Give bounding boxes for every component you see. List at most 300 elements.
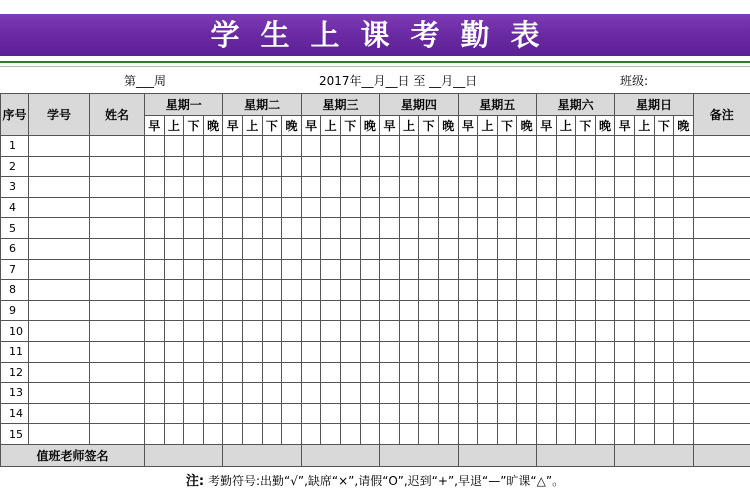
attendance-cell[interactable]	[321, 218, 341, 239]
attendance-cell[interactable]	[595, 238, 615, 259]
remark-cell[interactable]	[693, 403, 750, 424]
attendance-cell[interactable]	[458, 156, 478, 177]
attendance-cell[interactable]	[301, 197, 321, 218]
attendance-cell[interactable]	[654, 156, 674, 177]
attendance-cell[interactable]	[634, 280, 654, 301]
attendance-cell[interactable]	[654, 403, 674, 424]
attendance-cell[interactable]	[262, 362, 282, 383]
attendance-cell[interactable]	[478, 321, 498, 342]
attendance-cell[interactable]	[164, 156, 184, 177]
attendance-cell[interactable]	[674, 280, 694, 301]
attendance-cell[interactable]	[536, 321, 556, 342]
attendance-cell[interactable]	[145, 300, 165, 321]
attendance-cell[interactable]	[340, 300, 360, 321]
remark-cell[interactable]	[693, 218, 750, 239]
remark-cell[interactable]	[693, 424, 750, 445]
attendance-cell[interactable]	[419, 383, 439, 404]
attendance-cell[interactable]	[321, 238, 341, 259]
attendance-cell[interactable]	[321, 321, 341, 342]
attendance-cell[interactable]	[517, 424, 537, 445]
attendance-cell[interactable]	[380, 136, 400, 157]
attendance-cell[interactable]	[145, 156, 165, 177]
attendance-cell[interactable]	[536, 280, 556, 301]
attendance-cell[interactable]	[203, 156, 223, 177]
attendance-cell[interactable]	[556, 403, 576, 424]
attendance-cell[interactable]	[536, 403, 556, 424]
student-id-cell[interactable]	[29, 238, 90, 259]
attendance-cell[interactable]	[282, 362, 302, 383]
attendance-cell[interactable]	[380, 177, 400, 198]
attendance-cell[interactable]	[262, 280, 282, 301]
remark-cell[interactable]	[693, 197, 750, 218]
attendance-cell[interactable]	[517, 403, 537, 424]
attendance-cell[interactable]	[340, 341, 360, 362]
attendance-cell[interactable]	[595, 362, 615, 383]
attendance-cell[interactable]	[340, 238, 360, 259]
attendance-cell[interactable]	[203, 300, 223, 321]
student-id-cell[interactable]	[29, 218, 90, 239]
attendance-cell[interactable]	[203, 424, 223, 445]
attendance-cell[interactable]	[262, 341, 282, 362]
attendance-cell[interactable]	[654, 197, 674, 218]
attendance-cell[interactable]	[674, 362, 694, 383]
attendance-cell[interactable]	[164, 280, 184, 301]
attendance-cell[interactable]	[536, 156, 556, 177]
attendance-cell[interactable]	[399, 259, 419, 280]
attendance-cell[interactable]	[203, 177, 223, 198]
attendance-cell[interactable]	[478, 300, 498, 321]
attendance-cell[interactable]	[242, 321, 262, 342]
attendance-cell[interactable]	[145, 238, 165, 259]
attendance-cell[interactable]	[615, 300, 635, 321]
attendance-cell[interactable]	[223, 177, 243, 198]
attendance-cell[interactable]	[282, 136, 302, 157]
attendance-cell[interactable]	[242, 341, 262, 362]
attendance-cell[interactable]	[223, 156, 243, 177]
attendance-cell[interactable]	[556, 156, 576, 177]
attendance-cell[interactable]	[478, 177, 498, 198]
attendance-cell[interactable]	[184, 177, 204, 198]
attendance-cell[interactable]	[497, 156, 517, 177]
student-name-cell[interactable]	[90, 424, 145, 445]
attendance-cell[interactable]	[203, 259, 223, 280]
attendance-cell[interactable]	[458, 362, 478, 383]
attendance-cell[interactable]	[654, 300, 674, 321]
attendance-cell[interactable]	[634, 424, 654, 445]
attendance-cell[interactable]	[458, 321, 478, 342]
attendance-cell[interactable]	[576, 424, 596, 445]
attendance-cell[interactable]	[458, 300, 478, 321]
attendance-cell[interactable]	[399, 300, 419, 321]
attendance-cell[interactable]	[458, 259, 478, 280]
attendance-cell[interactable]	[242, 300, 262, 321]
attendance-cell[interactable]	[634, 403, 654, 424]
attendance-cell[interactable]	[497, 218, 517, 239]
attendance-cell[interactable]	[380, 218, 400, 239]
attendance-cell[interactable]	[615, 341, 635, 362]
attendance-cell[interactable]	[438, 238, 458, 259]
attendance-cell[interactable]	[556, 238, 576, 259]
attendance-cell[interactable]	[536, 197, 556, 218]
sign-remark-cell[interactable]	[693, 444, 750, 466]
student-name-cell[interactable]	[90, 197, 145, 218]
attendance-cell[interactable]	[282, 177, 302, 198]
attendance-cell[interactable]	[340, 280, 360, 301]
attendance-cell[interactable]	[164, 136, 184, 157]
attendance-cell[interactable]	[203, 403, 223, 424]
attendance-cell[interactable]	[360, 424, 380, 445]
sign-day-cell[interactable]	[301, 444, 379, 466]
attendance-cell[interactable]	[145, 321, 165, 342]
attendance-cell[interactable]	[223, 197, 243, 218]
attendance-cell[interactable]	[360, 403, 380, 424]
attendance-cell[interactable]	[497, 321, 517, 342]
sign-day-cell[interactable]	[223, 444, 301, 466]
attendance-cell[interactable]	[184, 280, 204, 301]
attendance-cell[interactable]	[340, 362, 360, 383]
attendance-cell[interactable]	[536, 259, 556, 280]
attendance-cell[interactable]	[576, 218, 596, 239]
attendance-cell[interactable]	[223, 259, 243, 280]
student-name-cell[interactable]	[90, 259, 145, 280]
attendance-cell[interactable]	[262, 383, 282, 404]
attendance-cell[interactable]	[458, 238, 478, 259]
attendance-cell[interactable]	[634, 383, 654, 404]
attendance-cell[interactable]	[478, 156, 498, 177]
attendance-cell[interactable]	[301, 136, 321, 157]
attendance-cell[interactable]	[458, 177, 478, 198]
attendance-cell[interactable]	[301, 156, 321, 177]
attendance-cell[interactable]	[497, 238, 517, 259]
attendance-cell[interactable]	[380, 238, 400, 259]
attendance-cell[interactable]	[340, 136, 360, 157]
student-id-cell[interactable]	[29, 259, 90, 280]
remark-cell[interactable]	[693, 321, 750, 342]
attendance-cell[interactable]	[478, 383, 498, 404]
attendance-cell[interactable]	[556, 383, 576, 404]
attendance-cell[interactable]	[340, 403, 360, 424]
student-name-cell[interactable]	[90, 403, 145, 424]
attendance-cell[interactable]	[654, 362, 674, 383]
attendance-cell[interactable]	[458, 136, 478, 157]
attendance-cell[interactable]	[262, 177, 282, 198]
attendance-cell[interactable]	[164, 177, 184, 198]
attendance-cell[interactable]	[576, 383, 596, 404]
attendance-cell[interactable]	[438, 383, 458, 404]
attendance-cell[interactable]	[282, 197, 302, 218]
attendance-cell[interactable]	[184, 136, 204, 157]
attendance-cell[interactable]	[399, 403, 419, 424]
remark-cell[interactable]	[693, 136, 750, 157]
attendance-cell[interactable]	[145, 136, 165, 157]
attendance-cell[interactable]	[438, 341, 458, 362]
student-name-cell[interactable]	[90, 177, 145, 198]
attendance-cell[interactable]	[419, 177, 439, 198]
attendance-cell[interactable]	[478, 362, 498, 383]
attendance-cell[interactable]	[340, 177, 360, 198]
attendance-cell[interactable]	[438, 321, 458, 342]
attendance-cell[interactable]	[321, 197, 341, 218]
attendance-cell[interactable]	[536, 341, 556, 362]
attendance-cell[interactable]	[595, 218, 615, 239]
student-id-cell[interactable]	[29, 362, 90, 383]
attendance-cell[interactable]	[419, 321, 439, 342]
attendance-cell[interactable]	[497, 280, 517, 301]
attendance-cell[interactable]	[576, 280, 596, 301]
attendance-cell[interactable]	[380, 197, 400, 218]
attendance-cell[interactable]	[674, 383, 694, 404]
attendance-cell[interactable]	[380, 362, 400, 383]
student-id-cell[interactable]	[29, 197, 90, 218]
attendance-cell[interactable]	[478, 197, 498, 218]
attendance-cell[interactable]	[517, 362, 537, 383]
attendance-cell[interactable]	[203, 341, 223, 362]
attendance-cell[interactable]	[360, 383, 380, 404]
attendance-cell[interactable]	[497, 424, 517, 445]
attendance-cell[interactable]	[360, 218, 380, 239]
attendance-cell[interactable]	[556, 300, 576, 321]
attendance-cell[interactable]	[242, 383, 262, 404]
attendance-cell[interactable]	[556, 259, 576, 280]
attendance-cell[interactable]	[282, 218, 302, 239]
attendance-cell[interactable]	[242, 218, 262, 239]
attendance-cell[interactable]	[184, 424, 204, 445]
student-name-cell[interactable]	[90, 362, 145, 383]
attendance-cell[interactable]	[399, 280, 419, 301]
attendance-cell[interactable]	[321, 280, 341, 301]
attendance-cell[interactable]	[282, 321, 302, 342]
attendance-cell[interactable]	[419, 197, 439, 218]
attendance-cell[interactable]	[674, 424, 694, 445]
attendance-cell[interactable]	[164, 424, 184, 445]
attendance-cell[interactable]	[262, 403, 282, 424]
attendance-cell[interactable]	[321, 136, 341, 157]
remark-cell[interactable]	[693, 362, 750, 383]
attendance-cell[interactable]	[458, 383, 478, 404]
attendance-cell[interactable]	[576, 136, 596, 157]
attendance-cell[interactable]	[438, 197, 458, 218]
attendance-cell[interactable]	[634, 341, 654, 362]
attendance-cell[interactable]	[242, 177, 262, 198]
attendance-cell[interactable]	[674, 321, 694, 342]
attendance-cell[interactable]	[242, 403, 262, 424]
attendance-cell[interactable]	[360, 321, 380, 342]
attendance-cell[interactable]	[517, 218, 537, 239]
attendance-cell[interactable]	[595, 300, 615, 321]
attendance-cell[interactable]	[164, 238, 184, 259]
attendance-cell[interactable]	[576, 197, 596, 218]
attendance-cell[interactable]	[223, 280, 243, 301]
attendance-cell[interactable]	[360, 156, 380, 177]
attendance-cell[interactable]	[674, 403, 694, 424]
attendance-cell[interactable]	[517, 383, 537, 404]
attendance-cell[interactable]	[399, 238, 419, 259]
attendance-cell[interactable]	[517, 300, 537, 321]
attendance-cell[interactable]	[674, 259, 694, 280]
attendance-cell[interactable]	[301, 280, 321, 301]
attendance-cell[interactable]	[536, 362, 556, 383]
attendance-cell[interactable]	[654, 321, 674, 342]
attendance-cell[interactable]	[419, 341, 439, 362]
attendance-cell[interactable]	[438, 300, 458, 321]
attendance-cell[interactable]	[282, 156, 302, 177]
attendance-cell[interactable]	[399, 321, 419, 342]
attendance-cell[interactable]	[674, 197, 694, 218]
student-id-cell[interactable]	[29, 403, 90, 424]
attendance-cell[interactable]	[282, 424, 302, 445]
attendance-cell[interactable]	[301, 321, 321, 342]
attendance-cell[interactable]	[438, 218, 458, 239]
attendance-cell[interactable]	[595, 424, 615, 445]
student-name-cell[interactable]	[90, 136, 145, 157]
attendance-cell[interactable]	[497, 383, 517, 404]
attendance-cell[interactable]	[164, 197, 184, 218]
attendance-cell[interactable]	[497, 136, 517, 157]
attendance-cell[interactable]	[340, 424, 360, 445]
attendance-cell[interactable]	[301, 362, 321, 383]
attendance-cell[interactable]	[184, 197, 204, 218]
attendance-cell[interactable]	[164, 383, 184, 404]
attendance-cell[interactable]	[634, 156, 654, 177]
attendance-cell[interactable]	[242, 197, 262, 218]
sign-day-cell[interactable]	[145, 444, 223, 466]
attendance-cell[interactable]	[203, 238, 223, 259]
attendance-cell[interactable]	[517, 238, 537, 259]
attendance-cell[interactable]	[556, 136, 576, 157]
attendance-cell[interactable]	[321, 383, 341, 404]
attendance-cell[interactable]	[242, 259, 262, 280]
student-id-cell[interactable]	[29, 300, 90, 321]
attendance-cell[interactable]	[340, 383, 360, 404]
attendance-cell[interactable]	[634, 238, 654, 259]
attendance-cell[interactable]	[478, 136, 498, 157]
attendance-cell[interactable]	[145, 383, 165, 404]
attendance-cell[interactable]	[674, 218, 694, 239]
attendance-cell[interactable]	[497, 362, 517, 383]
attendance-cell[interactable]	[654, 136, 674, 157]
attendance-cell[interactable]	[242, 362, 262, 383]
attendance-cell[interactable]	[536, 300, 556, 321]
attendance-cell[interactable]	[340, 218, 360, 239]
attendance-cell[interactable]	[536, 136, 556, 157]
attendance-cell[interactable]	[556, 197, 576, 218]
student-id-cell[interactable]	[29, 424, 90, 445]
attendance-cell[interactable]	[438, 136, 458, 157]
attendance-cell[interactable]	[556, 177, 576, 198]
attendance-cell[interactable]	[184, 259, 204, 280]
attendance-cell[interactable]	[399, 362, 419, 383]
attendance-cell[interactable]	[419, 156, 439, 177]
attendance-cell[interactable]	[654, 259, 674, 280]
attendance-cell[interactable]	[321, 259, 341, 280]
student-id-cell[interactable]	[29, 280, 90, 301]
attendance-cell[interactable]	[536, 424, 556, 445]
student-name-cell[interactable]	[90, 383, 145, 404]
attendance-cell[interactable]	[399, 424, 419, 445]
attendance-cell[interactable]	[203, 383, 223, 404]
attendance-cell[interactable]	[321, 362, 341, 383]
attendance-cell[interactable]	[223, 300, 243, 321]
attendance-cell[interactable]	[458, 280, 478, 301]
attendance-cell[interactable]	[360, 300, 380, 321]
attendance-cell[interactable]	[340, 197, 360, 218]
attendance-cell[interactable]	[145, 403, 165, 424]
attendance-cell[interactable]	[615, 362, 635, 383]
attendance-cell[interactable]	[184, 383, 204, 404]
attendance-cell[interactable]	[399, 156, 419, 177]
attendance-cell[interactable]	[674, 341, 694, 362]
attendance-cell[interactable]	[360, 238, 380, 259]
attendance-cell[interactable]	[615, 424, 635, 445]
attendance-cell[interactable]	[262, 136, 282, 157]
attendance-cell[interactable]	[595, 403, 615, 424]
attendance-cell[interactable]	[301, 259, 321, 280]
attendance-cell[interactable]	[223, 218, 243, 239]
attendance-cell[interactable]	[517, 321, 537, 342]
attendance-cell[interactable]	[556, 341, 576, 362]
attendance-cell[interactable]	[360, 259, 380, 280]
attendance-cell[interactable]	[536, 383, 556, 404]
attendance-cell[interactable]	[203, 218, 223, 239]
student-id-cell[interactable]	[29, 383, 90, 404]
student-name-cell[interactable]	[90, 280, 145, 301]
sign-day-cell[interactable]	[380, 444, 458, 466]
attendance-cell[interactable]	[145, 341, 165, 362]
attendance-cell[interactable]	[517, 259, 537, 280]
attendance-cell[interactable]	[634, 197, 654, 218]
attendance-cell[interactable]	[399, 218, 419, 239]
attendance-cell[interactable]	[438, 362, 458, 383]
attendance-cell[interactable]	[145, 177, 165, 198]
attendance-cell[interactable]	[634, 218, 654, 239]
attendance-cell[interactable]	[478, 280, 498, 301]
attendance-cell[interactable]	[380, 321, 400, 342]
attendance-cell[interactable]	[223, 383, 243, 404]
attendance-cell[interactable]	[674, 177, 694, 198]
attendance-cell[interactable]	[419, 238, 439, 259]
attendance-cell[interactable]	[360, 341, 380, 362]
attendance-cell[interactable]	[340, 321, 360, 342]
attendance-cell[interactable]	[674, 136, 694, 157]
attendance-cell[interactable]	[615, 280, 635, 301]
date-range[interactable]: 2017年__月__日 至 __月__日	[319, 74, 478, 88]
attendance-cell[interactable]	[615, 259, 635, 280]
class-label[interactable]: 班级:	[620, 74, 649, 88]
attendance-cell[interactable]	[615, 156, 635, 177]
attendance-cell[interactable]	[595, 156, 615, 177]
attendance-cell[interactable]	[536, 177, 556, 198]
attendance-cell[interactable]	[438, 403, 458, 424]
attendance-cell[interactable]	[654, 218, 674, 239]
attendance-cell[interactable]	[497, 259, 517, 280]
attendance-cell[interactable]	[576, 259, 596, 280]
attendance-cell[interactable]	[458, 341, 478, 362]
attendance-cell[interactable]	[184, 321, 204, 342]
attendance-cell[interactable]	[576, 321, 596, 342]
attendance-cell[interactable]	[419, 218, 439, 239]
attendance-cell[interactable]	[380, 156, 400, 177]
attendance-cell[interactable]	[615, 321, 635, 342]
attendance-cell[interactable]	[184, 238, 204, 259]
attendance-cell[interactable]	[458, 197, 478, 218]
attendance-cell[interactable]	[203, 197, 223, 218]
attendance-cell[interactable]	[517, 136, 537, 157]
attendance-cell[interactable]	[478, 341, 498, 362]
attendance-cell[interactable]	[282, 280, 302, 301]
remark-cell[interactable]	[693, 259, 750, 280]
student-name-cell[interactable]	[90, 218, 145, 239]
attendance-cell[interactable]	[517, 341, 537, 362]
